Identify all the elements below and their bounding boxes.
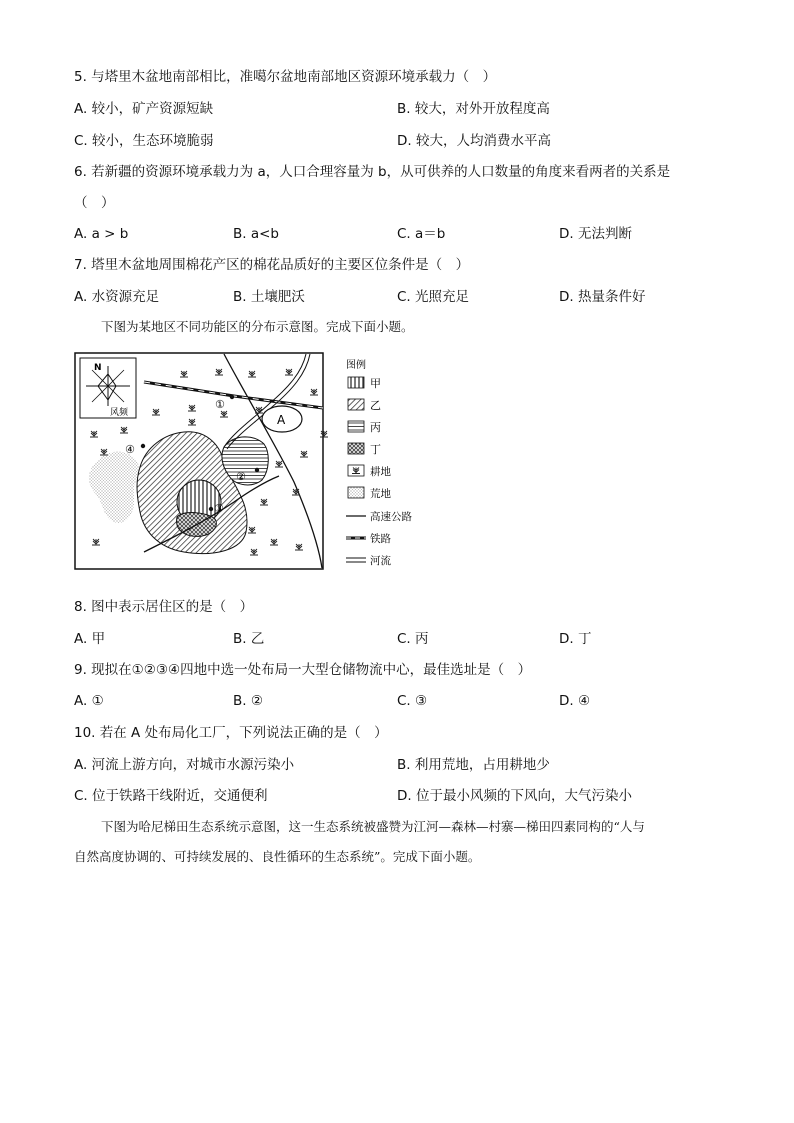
q10-option-c[interactable]: C. 位于铁路干线附近，交通便利 <box>74 788 268 804</box>
q5-option-a[interactable]: A. 较小，矿产资源短缺 <box>74 101 214 117</box>
question-6-stem-cont: （ ） <box>74 195 115 211</box>
q7-option-b[interactable]: B. 土壤肥沃 <box>233 289 305 305</box>
q9-option-b[interactable]: B. ② <box>233 693 263 709</box>
legend-farmland: 耕地 <box>370 466 391 478</box>
point-4-label: ④ <box>125 443 135 456</box>
q6-option-b[interactable]: B. a<b <box>233 226 279 242</box>
point-3-label: ③ <box>214 502 224 515</box>
q8-option-a[interactable]: A. 甲 <box>74 631 106 647</box>
wind-frequency-label: 风频 <box>110 408 129 418</box>
legend-jia: 甲 <box>370 377 381 390</box>
q10-option-b[interactable]: B. 利用荒地，占用耕地少 <box>397 757 550 773</box>
question-10-stem: 10. 若在 A 处布局化工厂，下列说法正确的是（ ） <box>74 725 388 741</box>
legend-bing: 丙 <box>370 421 381 434</box>
question-6-stem: 6. 若新疆的资源环境承载力为 a，人口合理容量为 b，从可供养的人口数量的角度来看两者的关系是 <box>74 164 671 180</box>
q6-option-c[interactable]: C. a＝b <box>397 226 446 242</box>
legend-river: 河流 <box>370 555 391 567</box>
terrace-intro-line2: 自然高度协调的、可持续发展的、良性循环的生态系统”。完成下面小题。 <box>74 849 481 864</box>
q10-option-a[interactable]: A. 河流上游方向，对城市水源污染小 <box>74 757 295 773</box>
q8-option-c[interactable]: C. 丙 <box>397 631 429 647</box>
q9-option-a[interactable]: A. ① <box>74 693 104 709</box>
question-5-stem: 5. 与塔里木盆地南部相比，准噶尔盆地南部地区资源环境承载力（ ） <box>74 69 497 85</box>
q7-option-a[interactable]: A. 水资源充足 <box>74 289 160 305</box>
q6-option-d[interactable]: D. 无法判断 <box>559 226 632 242</box>
question-8-stem: 8. 图中表示居住区的是（ ） <box>74 599 254 615</box>
q5-option-d[interactable]: D. 较大，人均消费水平高 <box>397 133 551 149</box>
terrace-intro-line1: 下图为哈尼梯田生态系统示意图，这一生态系统被盛赞为江河—森林—村寨—梯田四素同构的“人与 <box>101 819 645 834</box>
question-9-stem: 9. 现拟在①②③④四地中选一处布局一大型仓储物流中心，最佳选址是（ ） <box>74 662 532 678</box>
map-legend <box>346 358 412 567</box>
q10-option-d[interactable]: D. 位于最小风频的下风向，大气污染小 <box>397 788 632 804</box>
q5-option-b[interactable]: B. 较大，对外开放程度高 <box>397 101 550 117</box>
compass-n-label: N <box>94 363 102 373</box>
point-a-label: A <box>277 413 286 427</box>
point-2-label: ② <box>236 470 246 483</box>
legend-railway: 铁路 <box>370 533 391 545</box>
legend-highway: 高速公路 <box>370 511 412 523</box>
q9-option-d[interactable]: D. ④ <box>559 693 591 709</box>
q6-option-a[interactable]: A. a > b <box>74 226 129 242</box>
q5-option-c[interactable]: C. 较小，生态环境脆弱 <box>74 133 214 149</box>
q7-option-d[interactable]: D. 热量条件好 <box>559 289 646 305</box>
legend-yi: 乙 <box>370 399 381 412</box>
function-zone-map <box>74 352 424 574</box>
legend-wasteland: 荒地 <box>370 488 391 500</box>
q8-option-b[interactable]: B. 乙 <box>233 631 265 647</box>
map-intro-text: 下图为某地区不同功能区的分布示意图。完成下面小题。 <box>101 319 414 334</box>
question-7-stem: 7. 塔里木盆地周围棉花产区的棉花品质好的主要区位条件是（ ） <box>74 257 470 273</box>
legend-title: 图例 <box>346 360 366 371</box>
q7-option-c[interactable]: C. 光照充足 <box>397 289 470 305</box>
legend-ding: 丁 <box>370 443 381 456</box>
q8-option-d[interactable]: D. 丁 <box>559 631 592 647</box>
point-1-label: ① <box>215 398 225 411</box>
q9-option-c[interactable]: C. ③ <box>397 693 428 709</box>
